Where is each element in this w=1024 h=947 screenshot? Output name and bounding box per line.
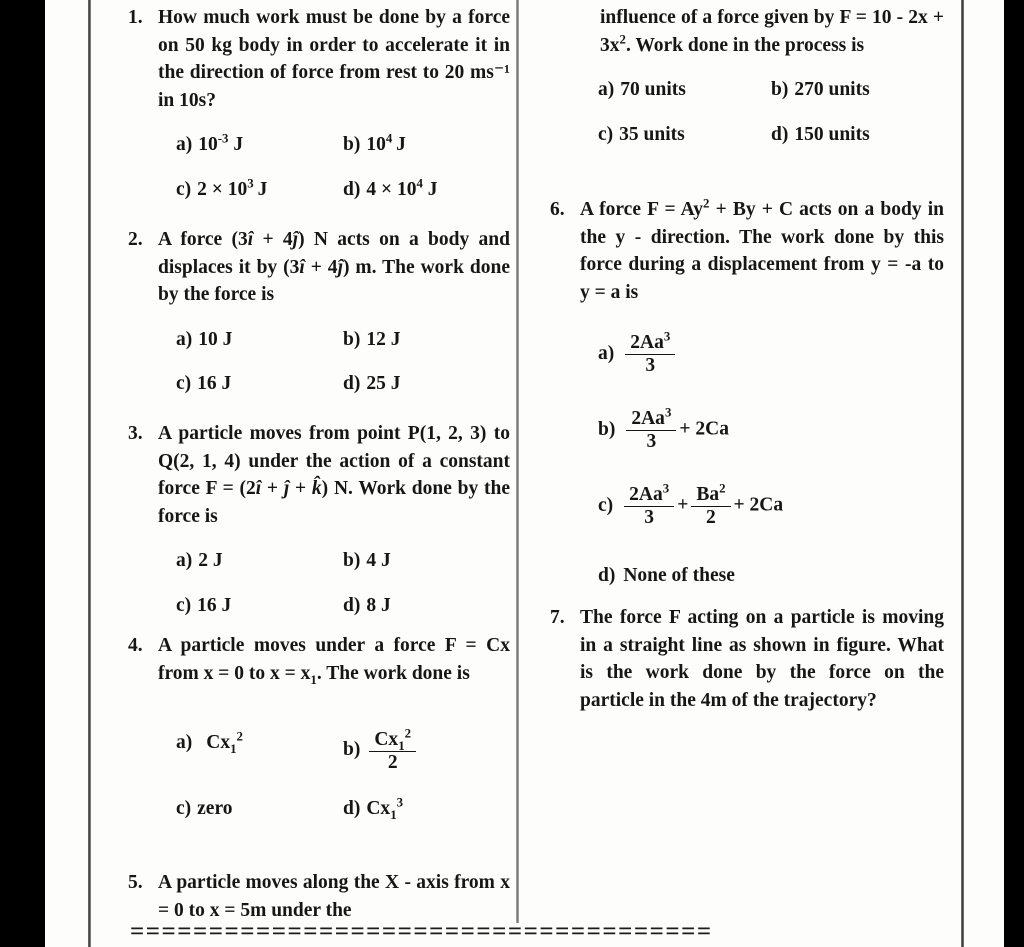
option-4c-label: c) <box>176 797 192 819</box>
option-4a-value: $Cx_1^2$ <box>206 729 243 756</box>
option-2b-value: 12 J <box>366 328 401 350</box>
option-6a-label: a) <box>598 343 615 365</box>
question-2-options <box>110 326 510 398</box>
question-7-head <box>532 604 944 714</box>
option-row <box>176 592 510 620</box>
question-5-text: A particle moves along the X - axis from x = 0 to x = 5m under the <box>158 872 510 921</box>
option-5c[interactable] <box>598 121 771 149</box>
option-4c[interactable] <box>176 795 343 823</box>
option-3d[interactable] <box>343 592 510 620</box>
question-1-options <box>110 131 510 203</box>
option-4c-value: zero <box>197 797 233 819</box>
question-7-text: The force F acting on a particle is moving in a straight line as shown in figure. What is the work done by the force on the particle in the 4m of the trajectory? <box>580 607 944 711</box>
option-1d-label: d) <box>343 178 361 200</box>
option-3b-value: 4 J <box>366 550 391 571</box>
question-1 <box>110 4 510 220</box>
question-2-text: A force (3î + 4ĵ) N acts on a body and displaces it by (3î + 4ĵ) m. The work done by the force is <box>158 229 510 305</box>
option-2c-label: c) <box>176 373 192 394</box>
question-3-options <box>110 547 510 619</box>
option-1c-label: c) <box>176 178 192 200</box>
option-1b[interactable] <box>343 131 510 159</box>
option-3a-label: a) <box>176 550 193 571</box>
question-2-number: 2. <box>128 229 143 250</box>
question-3-text: A particle moves from point P(1, 2, 3) to Q(2, 1, 4) under the action of a constant force F = (2î + ĵ + k̂) N. Work done by the force is <box>158 423 510 527</box>
option-2d[interactable] <box>343 370 510 398</box>
question-2 <box>110 226 510 415</box>
option-4b-value: $\frac{Cx_1^2}{2}$ <box>366 729 419 773</box>
option-5a[interactable] <box>598 76 771 104</box>
option-row <box>176 795 510 823</box>
option-2d-label: d) <box>343 373 361 394</box>
question-1-head <box>110 4 510 114</box>
option-1a-value: $10^{-3}$ J <box>198 131 244 155</box>
option-row <box>176 326 510 354</box>
option-4a[interactable] <box>176 729 343 757</box>
question-4-text: A particle moves under a force F = Cx from x = 0 to $x = x_1$. The work done is <box>158 635 510 687</box>
option-4a-label: a) <box>176 732 193 753</box>
question-5-continuation <box>532 4 944 165</box>
option-3d-label: d) <box>343 594 361 616</box>
option-row <box>598 121 944 149</box>
question-7-number: 7. <box>550 607 565 628</box>
option-4d-label: d) <box>343 797 361 819</box>
option-1c-value: $2 \times 10^3$ J <box>197 176 268 200</box>
question-5 <box>110 869 510 924</box>
option-2d-value: 25 J <box>366 373 401 394</box>
question-4 <box>110 632 510 839</box>
question-6-head <box>532 196 944 306</box>
question-6-number: 6. <box>550 199 565 220</box>
option-5a-label: a) <box>598 79 615 100</box>
option-3b-label: b) <box>343 550 361 571</box>
option-6c[interactable] <box>598 481 944 529</box>
option-2c[interactable] <box>176 370 343 398</box>
option-6a[interactable] <box>598 329 944 377</box>
option-6a-value: $\frac{2Aa^3}{3}$ <box>622 332 678 376</box>
option-3d-value: 8 J <box>366 594 391 616</box>
option-6d-label: d) <box>598 564 616 586</box>
question-7 <box>532 604 944 714</box>
option-4d[interactable] <box>343 795 510 823</box>
option-3c[interactable] <box>176 592 343 620</box>
option-5b-label: b) <box>771 79 789 100</box>
option-6d-value: None of these <box>623 564 735 586</box>
option-2a-value: 10 J <box>198 328 233 350</box>
option-2b-label: b) <box>343 328 361 350</box>
option-row <box>176 370 510 398</box>
left-gutter-rule <box>88 0 91 947</box>
option-1a-label: a) <box>176 134 193 155</box>
question-5-options <box>532 76 944 148</box>
option-6b-label: b) <box>598 419 616 441</box>
option-3a-value: 2 J <box>198 550 223 571</box>
option-5d-value: 150 units <box>794 123 870 145</box>
question-4-head <box>110 632 510 687</box>
option-3c-label: c) <box>176 594 192 616</box>
right-black-margin <box>1004 0 1024 947</box>
left-black-margin <box>0 0 45 947</box>
question-6 <box>532 196 944 589</box>
option-6c-value: $\frac{2Aa^3}{3}$ + $\frac{Ba^2}{2}$ + 2Ca <box>621 484 783 528</box>
question-3 <box>110 420 510 636</box>
option-5c-value: 35 units <box>619 123 685 145</box>
option-4d-value: $Cx_1^3$ <box>366 795 404 822</box>
question-4-options <box>110 726 510 822</box>
option-5b[interactable] <box>771 76 944 104</box>
option-row <box>176 547 510 575</box>
option-5d-label: d) <box>771 123 789 145</box>
option-2c-value: 16 J <box>197 373 232 394</box>
option-1d[interactable] <box>343 176 510 204</box>
option-3a[interactable] <box>176 547 343 575</box>
option-5a-value: 70 units <box>620 79 686 100</box>
question-4-number: 4. <box>128 635 143 656</box>
option-6b-value: $\frac{2Aa^3}{3}$ + 2Ca <box>623 408 729 452</box>
option-4b-label: b) <box>343 739 361 761</box>
option-1b-value: $10^4$ J <box>366 131 406 155</box>
option-6d[interactable] <box>598 562 944 590</box>
option-5c-label: c) <box>598 123 614 145</box>
question-3-head <box>110 420 510 530</box>
question-2-head <box>110 226 510 309</box>
option-row <box>598 76 944 104</box>
option-1c[interactable] <box>176 176 343 204</box>
question-6-text: A force $F = Ay^2 + By + C$ acts on a body in the y - direction. The work done by this force during a displacement from y = -a to y = a is <box>580 196 944 303</box>
option-row <box>176 131 510 159</box>
right-edge-rule <box>961 0 964 947</box>
option-row <box>176 726 510 774</box>
option-4b[interactable] <box>343 726 510 774</box>
option-5b-value: 270 units <box>794 79 870 100</box>
option-1a[interactable] <box>176 131 343 159</box>
option-6c-label: c) <box>598 495 614 517</box>
option-2a[interactable] <box>176 326 343 354</box>
option-1b-label: b) <box>343 134 361 155</box>
question-1-number: 1. <box>128 7 143 28</box>
option-2b[interactable] <box>343 326 510 354</box>
bottom-divider: ===================================== <box>130 921 713 943</box>
option-6b[interactable] <box>598 405 944 453</box>
option-3c-value: 16 J <box>197 594 232 616</box>
option-row <box>176 176 510 204</box>
option-3b[interactable] <box>343 547 510 575</box>
option-5d[interactable] <box>771 121 944 149</box>
question-5-continued-text: influence of a force given by $F = 10 - 2x + 3x^2$. Work done in the process is <box>600 7 944 56</box>
question-5-number: 5. <box>128 872 143 893</box>
question-6-options <box>532 329 944 589</box>
question-5-cont-head <box>532 4 944 59</box>
option-1d-value: $4 \times 10^4$ J <box>366 176 438 200</box>
question-5-head <box>110 869 510 924</box>
question-3-number: 3. <box>128 423 143 444</box>
question-1-text: How much work must be done by a force on 50 kg body in order to accelerate it in the direction of force from rest to 20 ms⁻¹ in 10s? <box>158 7 510 111</box>
option-2a-label: a) <box>176 328 193 350</box>
column-divider-rule <box>516 0 519 923</box>
